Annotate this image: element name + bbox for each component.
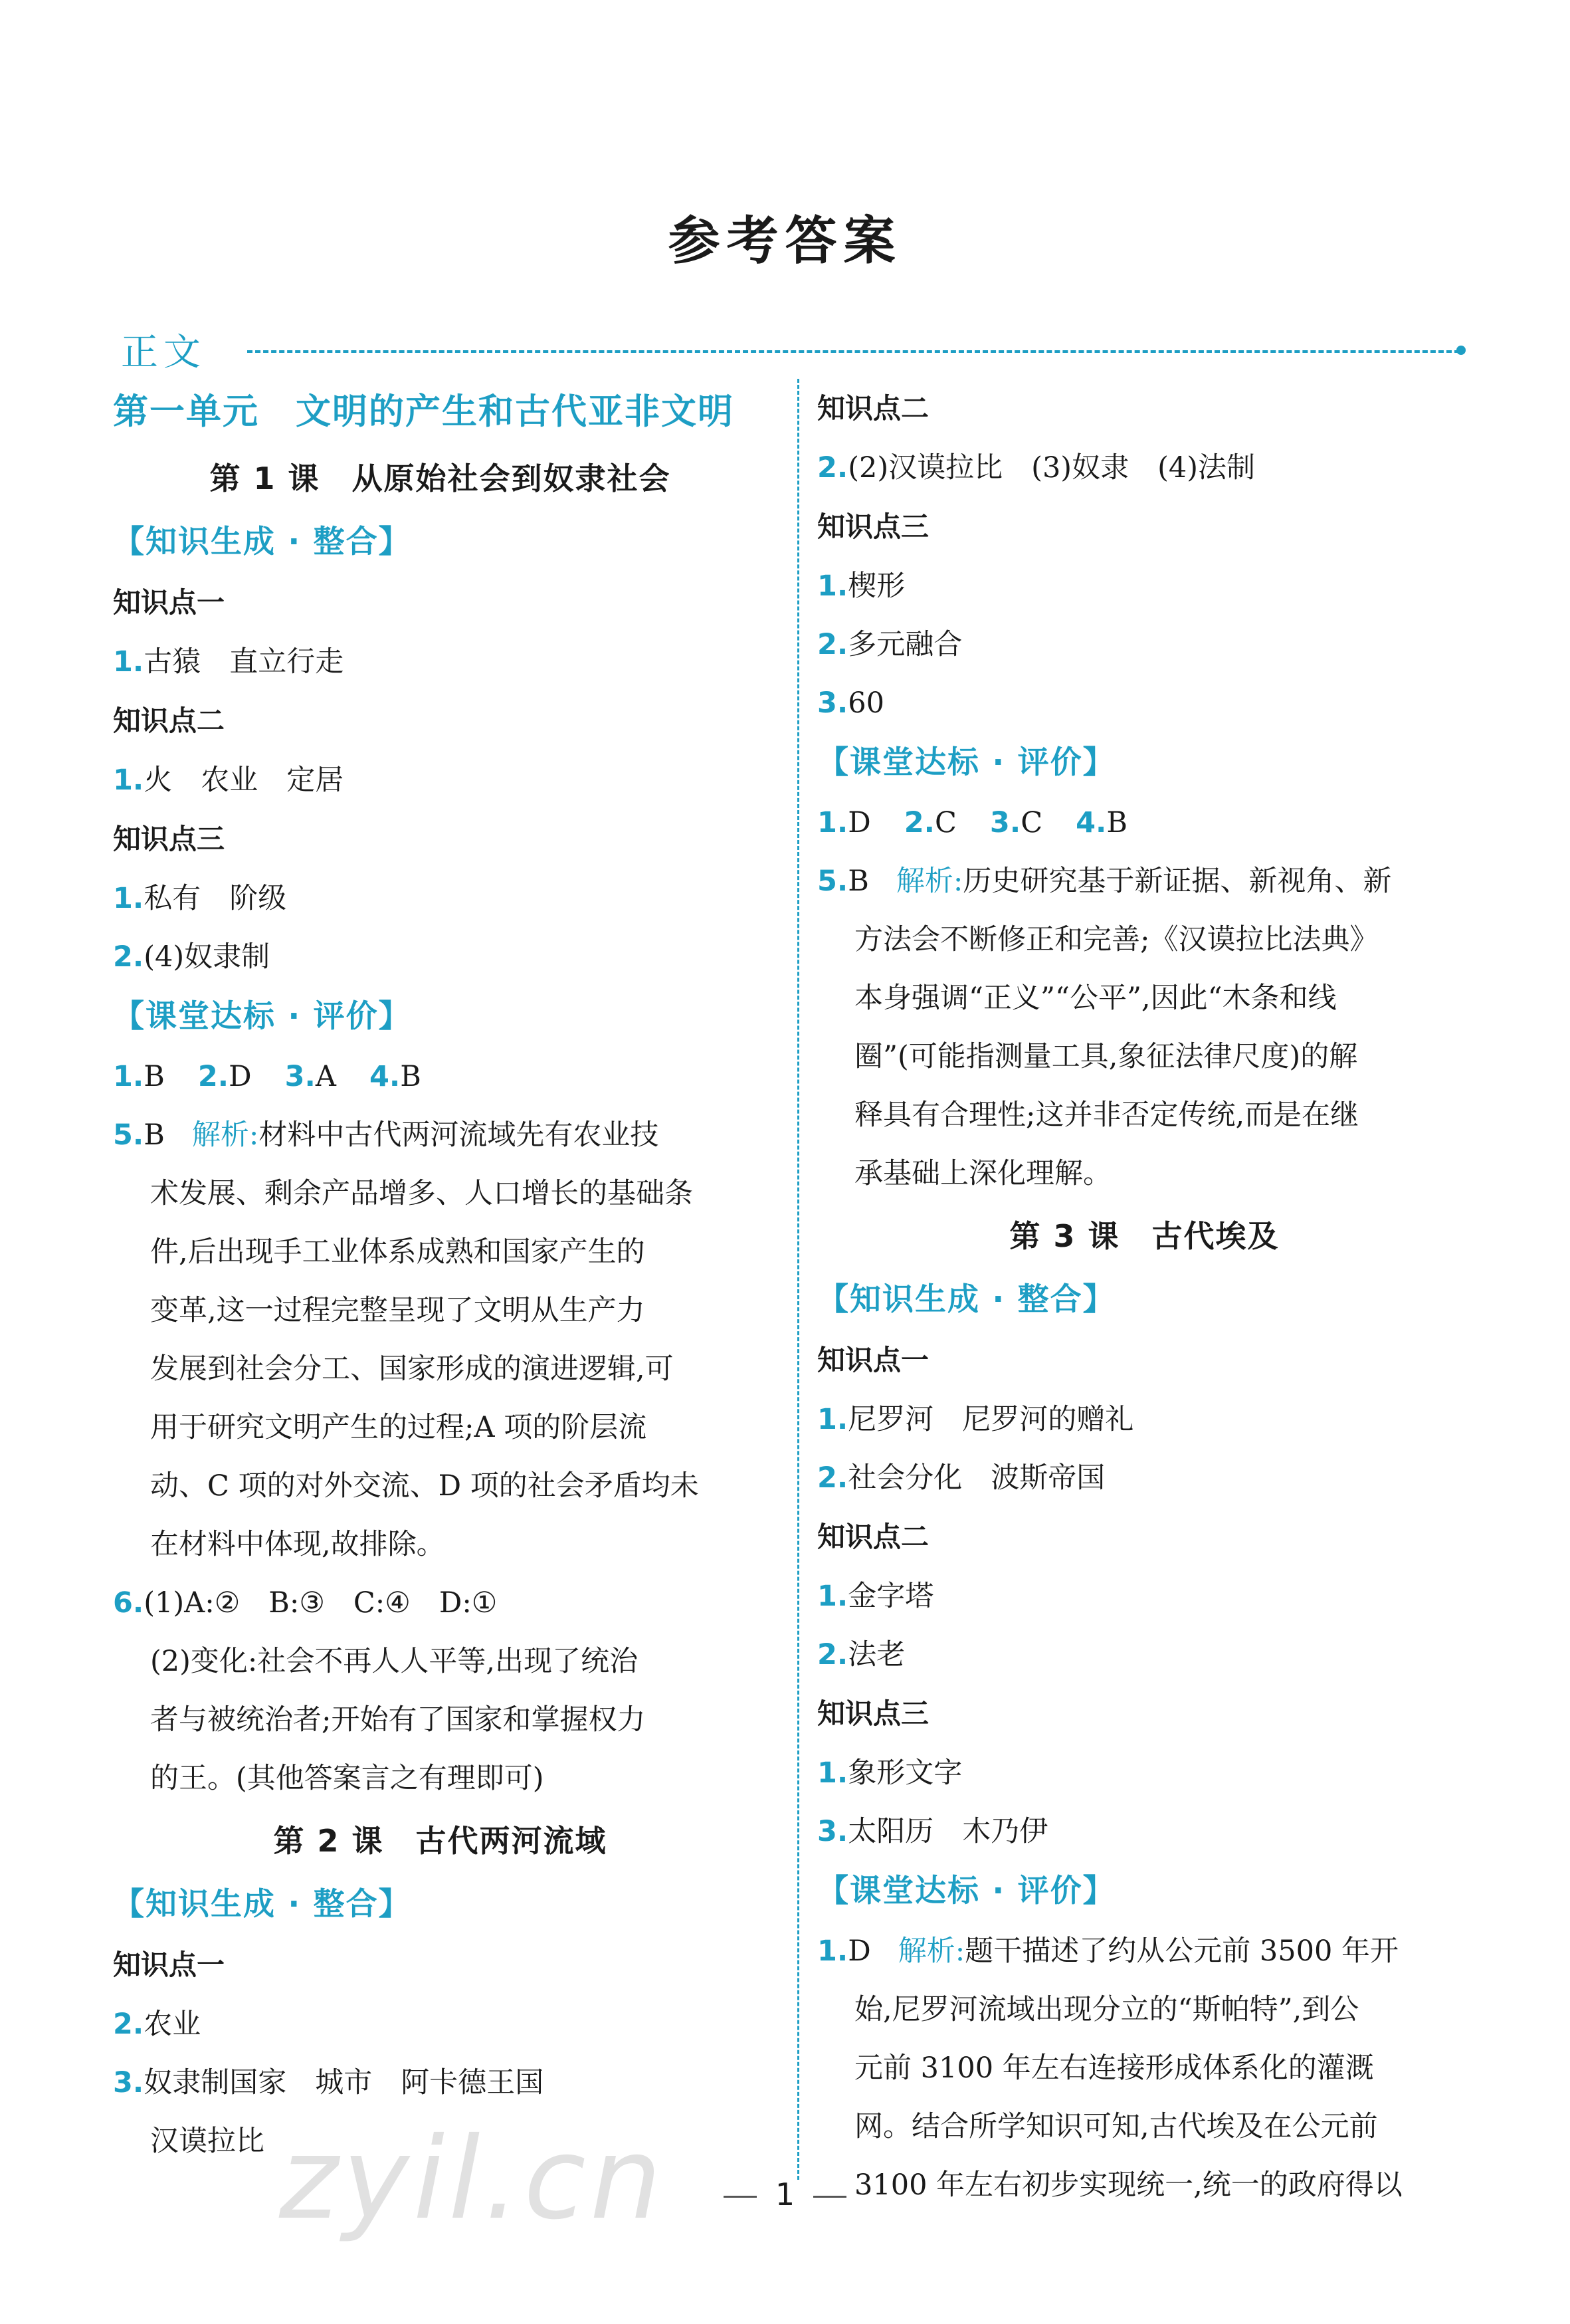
item-number: 3. xyxy=(817,687,848,720)
knowledge-point: 知识点二 xyxy=(113,704,225,737)
answer-text: 象形文字 xyxy=(848,1756,963,1790)
answer-line: 者与被统治者;开始有了国家和掌握权力 xyxy=(150,1703,646,1737)
item-number: 1. xyxy=(817,570,848,603)
item-number: 2. xyxy=(113,2008,144,2041)
knowledge-point: 知识点一 xyxy=(817,1344,930,1376)
item-number: 1. xyxy=(817,1403,848,1436)
answer-text: 楔形 xyxy=(848,570,906,603)
knowledge-point: 知识点三 xyxy=(113,823,225,855)
page-title: 参考答案 xyxy=(668,211,902,271)
block-heading: 【课堂达标 · 评价】 xyxy=(817,744,1116,781)
answer-text: B xyxy=(1106,806,1128,839)
unit-heading: 第一单元 文明的产生和古代亚非文明 xyxy=(113,391,734,432)
answer-text: 法老 xyxy=(848,1638,906,1671)
answer-line: 的王。(其他答案言之有理即可) xyxy=(150,1762,544,1795)
item-number: 1. xyxy=(817,1935,848,1968)
lesson-heading: 第 2 课 古代两河流域 xyxy=(273,1823,607,1859)
block-heading: 【知识生成 · 整合】 xyxy=(817,1281,1116,1318)
item-number: 3. xyxy=(113,2066,144,2099)
knowledge-point: 知识点一 xyxy=(113,586,225,619)
analysis-line: 术发展、剩余产品增多、人口增长的基础条 xyxy=(150,1177,693,1210)
watermark: zyil.cn xyxy=(279,2113,666,2245)
footer-rule-left xyxy=(724,2196,757,2198)
analysis-first-line xyxy=(817,1922,1472,1980)
answer-line xyxy=(817,1567,1472,1626)
answer-text: D xyxy=(229,1060,252,1093)
analysis-line: 元前 3100 年左右连接形成体系化的灌溉 xyxy=(854,2052,1374,2085)
answer-text: B xyxy=(848,865,869,898)
analysis-tag: 解析: xyxy=(896,865,963,898)
item-number: 4. xyxy=(1076,806,1107,839)
answer-text: (2)汉谟拉比 (3)奴隶 (4)法制 xyxy=(848,451,1255,484)
answer-line xyxy=(817,674,1472,732)
section-rule-dot xyxy=(1456,346,1466,355)
analysis-line: 3100 年左右初步实现统一,统一的政府得以 xyxy=(854,2168,1403,2202)
answer-text: 农业 xyxy=(144,2008,201,2041)
section-label: 正文 xyxy=(121,331,206,374)
knowledge-point: 知识点一 xyxy=(113,1949,225,1981)
block-heading: 【课堂达标 · 评价】 xyxy=(817,1873,1116,1909)
answer-text: 太阳历 木乃伊 xyxy=(848,1815,1048,1848)
page-number: 1 xyxy=(775,2176,795,2212)
answer-line xyxy=(817,1390,1472,1449)
analysis-line: 方法会不断修正和完善;《汉谟拉比法典》 xyxy=(854,923,1379,956)
item-number: 3. xyxy=(817,1815,848,1848)
answer-text: A xyxy=(315,1060,336,1093)
section-rule xyxy=(247,350,1460,353)
answer-text: 金字塔 xyxy=(848,1580,934,1613)
right-column xyxy=(817,379,1472,2214)
footer-rule-right xyxy=(813,2196,846,2198)
item-number: 5. xyxy=(817,865,848,898)
answer-line xyxy=(817,557,1472,615)
analysis-line: 件,后出现手工业体系成熟和国家产生的 xyxy=(150,1235,645,1269)
answer-text: (4)奴隶制 xyxy=(144,940,270,974)
answer-text: B xyxy=(144,1060,165,1093)
answer-line xyxy=(817,615,1472,674)
answer-text: D xyxy=(848,1935,871,1968)
analysis-line: 圈”(可能指测量工具,象征法律尺度)的解 xyxy=(854,1040,1358,1073)
item-number: 3. xyxy=(284,1060,316,1093)
answer-line xyxy=(113,633,767,691)
analysis-line: 用于研究文明产生的过程;A 项的阶层流 xyxy=(150,1411,647,1444)
lesson-heading: 第 3 课 古代埃及 xyxy=(1009,1218,1280,1254)
answer-text: 私有 阶级 xyxy=(144,882,287,915)
analysis-first-line xyxy=(113,1106,767,1164)
answer-line xyxy=(817,439,1472,497)
knowledge-point: 知识点三 xyxy=(817,1697,930,1730)
answer-line: (2)变化:社会不再人人平等,出现了统治 xyxy=(150,1645,638,1678)
analysis-line: 在材料中体现,故排除。 xyxy=(150,1528,445,1561)
analysis-text xyxy=(113,1164,767,1574)
item-number: 1. xyxy=(113,882,144,915)
answer-text: B xyxy=(400,1060,421,1093)
item-number: 1. xyxy=(817,806,848,839)
item-number: 1. xyxy=(113,764,144,797)
item-number: 5. xyxy=(113,1118,144,1152)
analysis-line: 网。结合所学知识可知,古代埃及在公元前 xyxy=(854,2110,1378,2143)
item-number: 4. xyxy=(369,1060,401,1093)
answer-line xyxy=(113,751,767,809)
answer-text: 奴隶制国家 城市 阿卡德王国 xyxy=(144,2066,544,2099)
answer-text: 60 xyxy=(848,687,884,720)
item-number: 2. xyxy=(113,940,144,974)
item-number: 1. xyxy=(113,1060,144,1093)
analysis-tag: 解析: xyxy=(191,1118,259,1152)
analysis-line: 承基础上深化理解。 xyxy=(854,1157,1112,1190)
block-heading: 【知识生成 · 整合】 xyxy=(113,524,411,560)
answer-line xyxy=(817,1626,1472,1684)
answer-text xyxy=(113,1632,767,1808)
left-column xyxy=(113,379,767,2170)
answer-text: C xyxy=(935,806,957,839)
block-heading: 【知识生成 · 整合】 xyxy=(113,1886,411,1923)
answer-text: 多元融合 xyxy=(848,628,963,661)
lesson-heading: 第 1 课 从原始社会到奴隶社会 xyxy=(209,461,671,496)
analysis-line: 本身强调“正义”“公平”,因此“木条和线 xyxy=(854,982,1337,1015)
answer-line xyxy=(817,1449,1472,1507)
item-number: 1. xyxy=(817,1580,848,1613)
item-number: 1. xyxy=(113,645,144,679)
item-number: 1. xyxy=(817,1756,848,1790)
item-number: 2. xyxy=(817,1638,848,1671)
answer-line xyxy=(113,869,767,928)
answer-line xyxy=(113,1995,767,2054)
choice-answers xyxy=(817,793,1472,852)
answer-line xyxy=(113,928,767,986)
analysis-line: 变革,这一过程完整呈现了文明从生产力 xyxy=(150,1294,645,1327)
answer-text: (1)A:② B:③ C:④ D:① xyxy=(144,1586,498,1620)
analysis-text: 历史研究基于新证据、新视角、新 xyxy=(963,865,1392,898)
analysis-first-line xyxy=(817,852,1472,910)
analysis-text: 题干描述了约从公元前 3500 年开 xyxy=(965,1935,1399,1968)
page-footer xyxy=(0,2176,1570,2212)
answer-text: B xyxy=(144,1118,165,1152)
item-number: 2. xyxy=(817,628,848,661)
choice-answers xyxy=(113,1047,767,1106)
analysis-line: 始,尼罗河流域出现分立的“斯帕特”,到公 xyxy=(854,1993,1359,2026)
item-number: 3. xyxy=(989,806,1021,839)
answer-text: 火 农业 定居 xyxy=(144,764,344,797)
item-number: 2. xyxy=(817,1461,848,1495)
item-number: 2. xyxy=(817,451,848,484)
knowledge-point: 知识点二 xyxy=(817,392,930,425)
item-number: 2. xyxy=(197,1060,229,1093)
analysis-line: 发展到社会分工、国家形成的演进逻辑,可 xyxy=(150,1352,674,1386)
answer-line xyxy=(817,1744,1472,1802)
knowledge-point: 知识点二 xyxy=(817,1521,930,1553)
item-number: 6. xyxy=(113,1586,144,1620)
answer-text: 尼罗河 尼罗河的赠礼 xyxy=(848,1403,1134,1436)
answer-text: C xyxy=(1021,806,1043,839)
answer-text: 古猿 直立行走 xyxy=(144,645,344,679)
answer-line xyxy=(113,2054,767,2112)
analysis-text: 材料中古代两河流域先有农业技 xyxy=(258,1118,659,1152)
analysis-line: 动、C 项的对外交流、D 项的社会矛盾均未 xyxy=(150,1469,699,1503)
answer-line xyxy=(113,1574,767,1632)
block-heading: 【课堂达标 · 评价】 xyxy=(113,998,411,1035)
analysis-text xyxy=(817,910,1472,1203)
column-divider xyxy=(797,379,799,2180)
item-number: 2. xyxy=(904,806,935,839)
answer-text: 社会分化 波斯帝国 xyxy=(848,1461,1106,1495)
answer-line xyxy=(817,1802,1472,1861)
knowledge-point: 知识点三 xyxy=(817,510,930,543)
analysis-line: 释具有合理性;这并非否定传统,而是在继 xyxy=(854,1099,1359,1132)
answer-line: 汉谟拉比 xyxy=(150,2125,264,2158)
analysis-tag: 解析: xyxy=(898,1935,965,1968)
answer-text: D xyxy=(848,806,871,839)
